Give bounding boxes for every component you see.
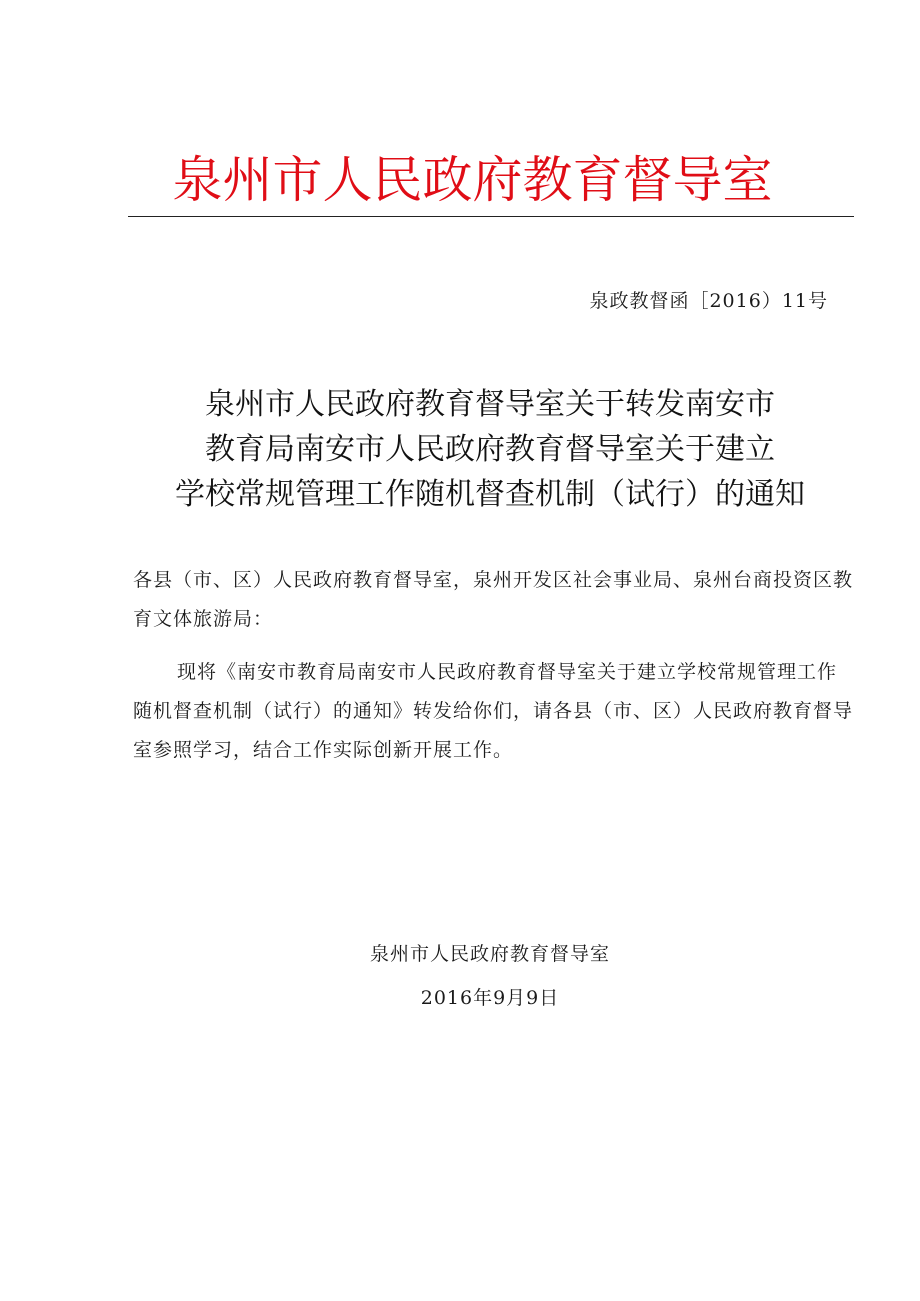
letterhead-org-name: 泉州市人民政府教育督导室: [172, 151, 773, 209]
letterhead-divider: [128, 216, 854, 217]
signature-org: 泉州市人民政府教育督导室: [369, 943, 610, 965]
document-title: [0, 382, 920, 517]
title-line-3: 学校常规管理工作随机督查机制（试行）的通知: [175, 477, 805, 512]
title-line-2: 教育局南安市人民政府教育督导室关于建立: [205, 432, 775, 467]
addressee: 各县（市、区）人民政府教育督导室，泉州开发区社会事业局、泉州台商投资区教育文体旅游局：: [133, 569, 854, 630]
body-paragraph: 现将《南安市教育局南安市人民政府教育督导室关于建立学校常规管理工作随机督查机制（试行）的通知》转发给你们，请各县（市、区）人民政府教育督导室参照学习，结合工作实际创新开展工作。: [133, 661, 854, 761]
title-line-1: 泉州市人民政府教育督导室关于转发南安市: [205, 387, 775, 422]
document-number: 泉政教督函［2016）11号: [589, 290, 828, 312]
signature-date: 2016年9月9日: [420, 987, 560, 1009]
